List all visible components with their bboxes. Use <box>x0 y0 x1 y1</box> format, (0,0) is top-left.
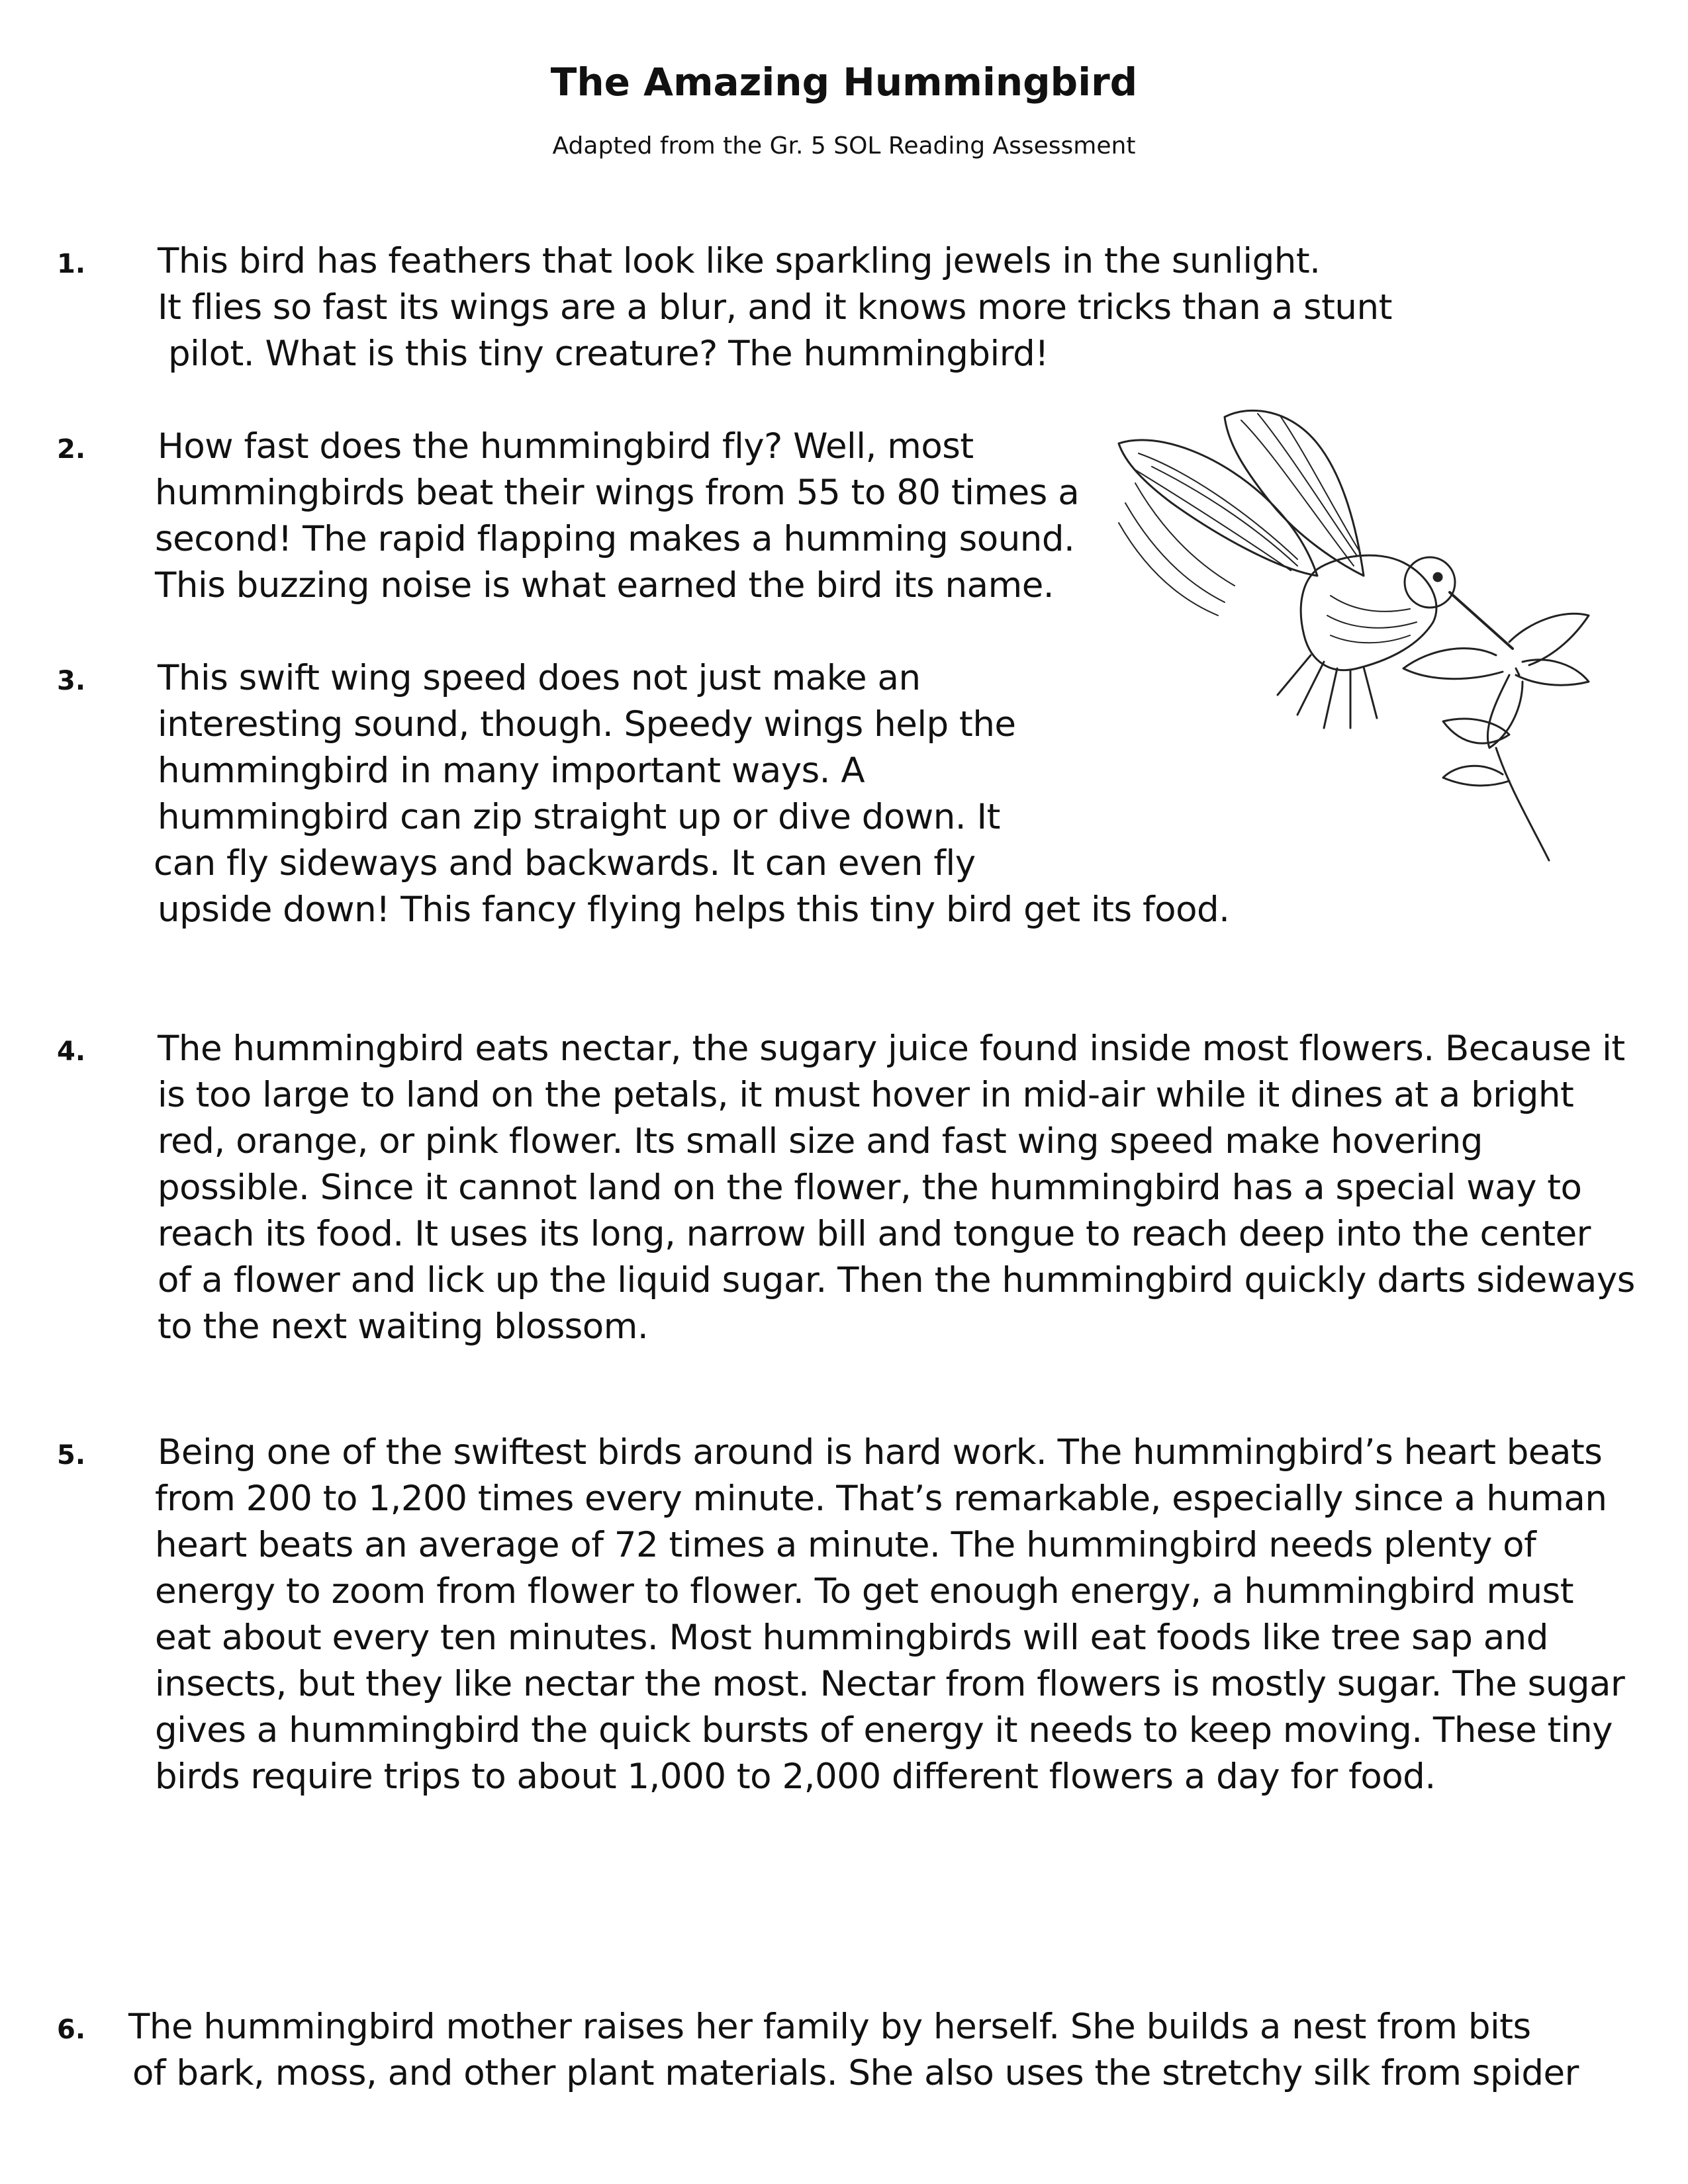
bird-beak <box>1450 592 1513 649</box>
paragraph-line: heart beats an average of 72 times a minute. The hummingbird needs plenty of <box>155 1525 1536 1565</box>
paragraph-line: How fast does the hummingbird fly? Well, most <box>158 426 974 467</box>
paragraph-number: 4. <box>57 1036 86 1067</box>
paragraph-line: insects, but they like nectar the most. Nectar from flowers is mostly sugar. The sugar <box>155 1664 1625 1704</box>
leaf <box>1443 766 1509 786</box>
paragraph-line: Being one of the swiftest birds around is hard work. The hummingbird’s heart beats <box>158 1432 1603 1473</box>
paragraph-line: The hummingbird eats nectar, the sugary juice found inside most flowers. Because it <box>158 1028 1625 1069</box>
paragraph-line: interesting sound, though. Speedy wings help the <box>158 704 1016 745</box>
paragraph-line: This buzzing noise is what earned the bird its name. <box>155 565 1055 606</box>
bird-body <box>1301 555 1436 670</box>
bird-eye <box>1434 573 1442 581</box>
paragraph-line: hummingbird in many important ways. A <box>158 751 865 791</box>
paragraph-line: is too large to land on the petals, it must hover in mid-air while it dines at a bright <box>158 1075 1574 1115</box>
paragraph-line: This bird has feathers that look like sparkling jewels in the sunlight. <box>158 241 1321 281</box>
paragraph-line: This swift wing speed does not just make an <box>158 658 921 698</box>
hummingbird-illustration <box>1099 404 1615 867</box>
paragraph-line: red, orange, or pink flower. Its small size and fast wing speed make hovering <box>158 1121 1483 1161</box>
paragraph-line: to the next waiting blossom. <box>158 1306 649 1347</box>
paragraph-line: from 200 to 1,200 times every minute. That’s remarkable, especially since a human <box>155 1479 1607 1519</box>
paragraph-number: 3. <box>57 666 86 696</box>
paragraph-number: 6. <box>57 2015 86 2045</box>
paragraph-line: can fly sideways and backwards. It can even fly <box>154 843 976 884</box>
paragraph-line: second! The rapid flapping makes a humming sound. <box>155 519 1075 559</box>
paragraph-number: 2. <box>57 434 86 465</box>
paragraph-line: of bark, moss, and other plant materials. She also uses the stretchy silk from spider <box>132 2053 1579 2093</box>
paragraph-line: gives a hummingbird the quick bursts of energy it needs to keep moving. These tiny <box>155 1710 1613 1751</box>
flower-stem <box>1496 748 1549 860</box>
page-title: The Amazing Hummingbird <box>550 60 1138 105</box>
paragraph-line: upside down! This fancy flying helps this tiny bird get its food. <box>158 889 1230 930</box>
paragraph-number: 1. <box>57 249 86 279</box>
paragraph-line: It flies so fast its wings are a blur, and it knows more tricks than a stunt <box>158 287 1392 328</box>
page-subtitle: Adapted from the Gr. 5 SOL Reading Assessment <box>552 132 1136 159</box>
paragraph-line: pilot. What is this tiny creature? The hummingbird! <box>168 334 1049 374</box>
paragraph-line: birds require trips to about 1,000 to 2,000 different flowers a day for food. <box>155 1756 1436 1797</box>
back-wing <box>1119 440 1317 576</box>
paragraph-line: possible. Since it cannot land on the flower, the hummingbird has a special way to <box>158 1167 1582 1208</box>
paragraph-line: hummingbirds beat their wings from 55 to 80 times a <box>155 473 1080 513</box>
paragraph-line: reach its food. It uses its long, narrow bill and tongue to reach deep into the center <box>158 1214 1591 1254</box>
bird-head <box>1405 557 1455 608</box>
paragraph-number: 5. <box>57 1440 86 1471</box>
paragraph-line: of a flower and lick up the liquid sugar. Then the hummingbird quickly darts sideways <box>158 1260 1635 1300</box>
paragraph-line: The hummingbird mother raises her family by herself. She builds a nest from bits <box>128 2007 1531 2047</box>
paragraph-line: energy to zoom from flower to flower. To get enough energy, a hummingbird must <box>155 1571 1573 1612</box>
paragraph-line: eat about every ten minutes. Most hummingbirds will eat foods like tree sap and <box>155 1617 1548 1658</box>
paragraph-line: hummingbird can zip straight up or dive down. It <box>158 797 1000 837</box>
